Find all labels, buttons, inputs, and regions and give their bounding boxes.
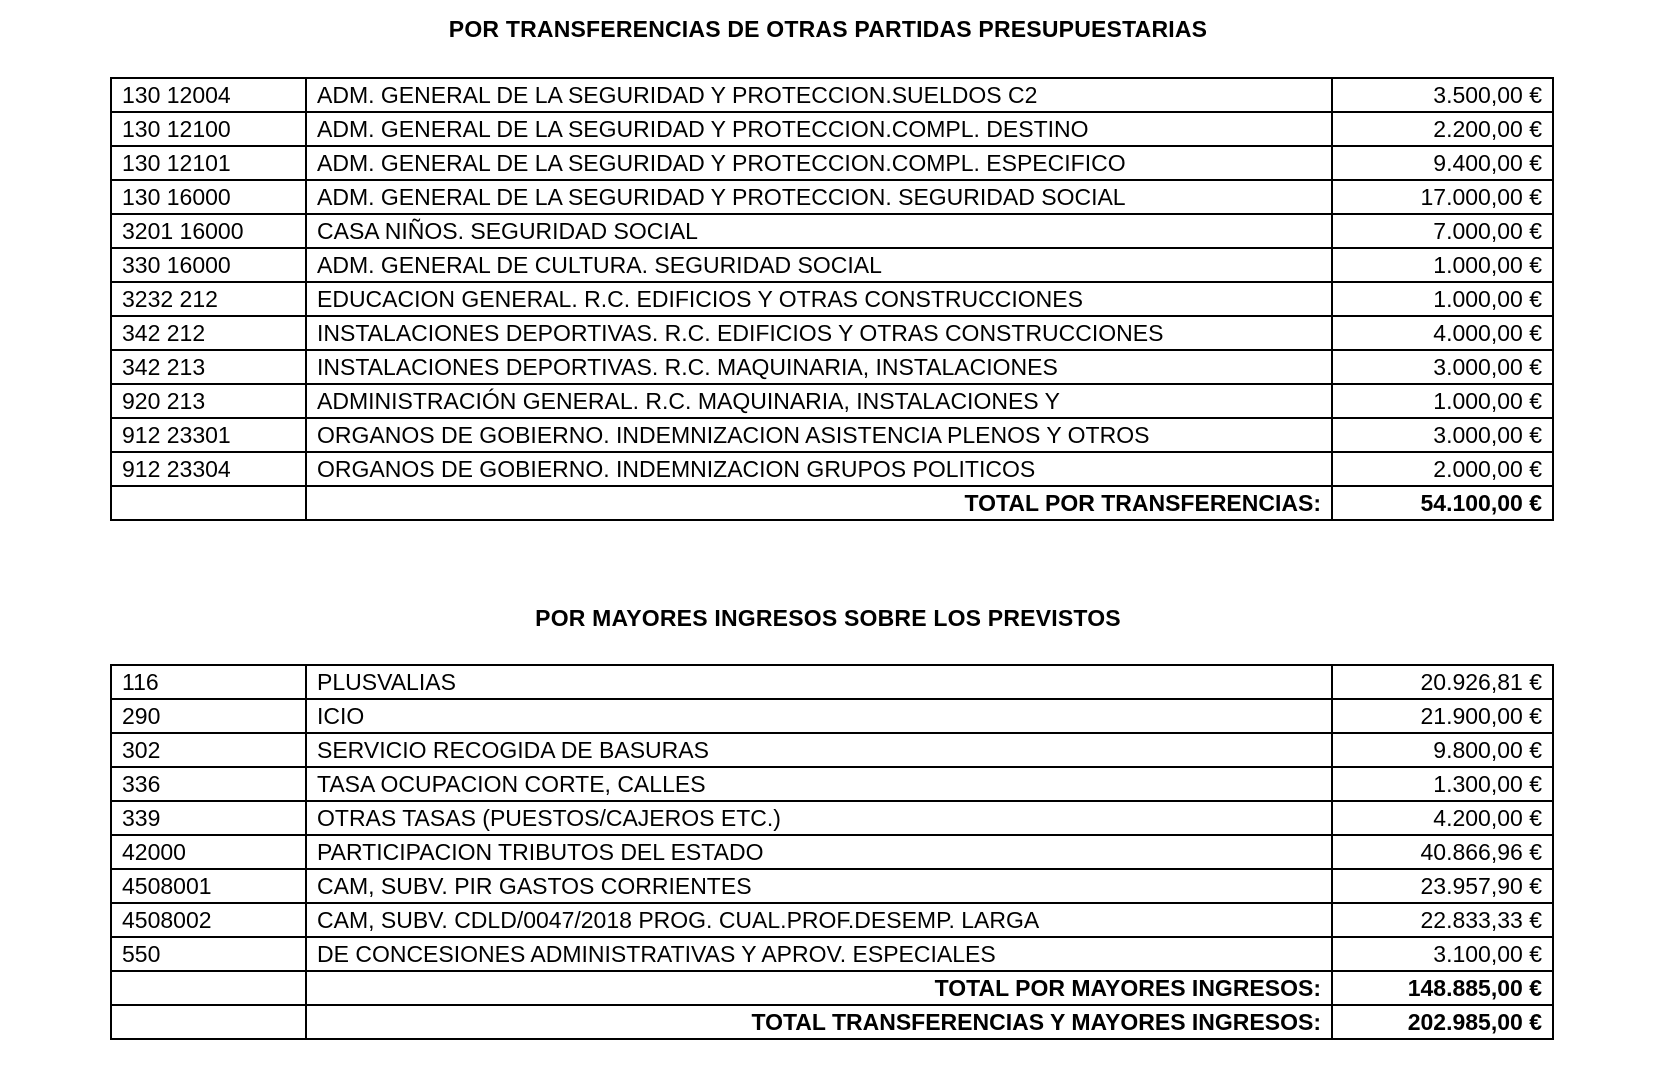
table-row (111, 665, 1553, 699)
budget-description-cell: CAM, SUBV. PIR GASTOS CORRIENTES (306, 869, 1332, 903)
budget-description-cell: ORGANOS DE GOBIERNO. INDEMNIZACION ASISTENCIA PLENOS Y OTROS (306, 418, 1332, 452)
budget-code-cell: 920 213 (111, 384, 306, 418)
income-total-amount: 148.885,00 € (1332, 971, 1553, 1005)
table-row (111, 78, 1553, 112)
budget-description-cell: PLUSVALIAS (306, 665, 1332, 699)
budget-code-cell: 912 23304 (111, 452, 306, 486)
budget-code-cell: 342 212 (111, 316, 306, 350)
total-code-cell (111, 1005, 306, 1039)
income-section-title: POR MAYORES INGRESOS SOBRE LOS PREVISTOS (535, 605, 1121, 631)
budget-amount-cell: 4.000,00 € (1332, 316, 1553, 350)
budget-description-cell: CASA NIÑOS. SEGURIDAD SOCIAL (306, 214, 1332, 248)
table-row (111, 418, 1553, 452)
table-row (111, 180, 1553, 214)
income-total-row (111, 971, 1553, 1005)
transfers-table-body (111, 78, 1553, 520)
budget-code-cell: 130 12101 (111, 146, 306, 180)
transfers-table (110, 77, 1554, 521)
transfers-total-row (111, 486, 1553, 520)
budget-code-cell: 3201 16000 (111, 214, 306, 248)
budget-description-cell: OTRAS TASAS (PUESTOS/CAJEROS ETC.) (306, 801, 1332, 835)
income-table-body (111, 665, 1553, 1039)
budget-amount-cell: 9.800,00 € (1332, 733, 1553, 767)
budget-amount-cell: 1.000,00 € (1332, 248, 1553, 282)
total-code-cell (111, 971, 306, 1005)
table-row (111, 869, 1553, 903)
budget-code-cell: 290 (111, 699, 306, 733)
budget-code-cell: 4508002 (111, 903, 306, 937)
table-row (111, 316, 1553, 350)
budget-code-cell: 42000 (111, 835, 306, 869)
table-row (111, 801, 1553, 835)
budget-description-cell: ADM. GENERAL DE LA SEGURIDAD Y PROTECCION.SUELDOS C2 (306, 78, 1332, 112)
budget-description-cell: INSTALACIONES DEPORTIVAS. R.C. MAQUINARIA, INSTALACIONES (306, 350, 1332, 384)
budget-code-cell: 3232 212 (111, 282, 306, 316)
table-row (111, 903, 1553, 937)
budget-amount-cell: 23.957,90 € (1332, 869, 1553, 903)
budget-code-cell: 4508001 (111, 869, 306, 903)
table-row (111, 384, 1553, 418)
budget-description-cell: ICIO (306, 699, 1332, 733)
budget-amount-cell: 2.000,00 € (1332, 452, 1553, 486)
table-row (111, 214, 1553, 248)
budget-description-cell: ADM. GENERAL DE LA SEGURIDAD Y PROTECCION.COMPL. ESPECIFICO (306, 146, 1332, 180)
budget-amount-cell: 2.200,00 € (1332, 112, 1553, 146)
budget-code-cell: 330 16000 (111, 248, 306, 282)
budget-amount-cell: 4.200,00 € (1332, 801, 1553, 835)
table-row (111, 733, 1553, 767)
income-table (110, 664, 1554, 1040)
budget-code-cell: 342 213 (111, 350, 306, 384)
budget-amount-cell: 7.000,00 € (1332, 214, 1553, 248)
table-row (111, 699, 1553, 733)
budget-amount-cell: 40.866,96 € (1332, 835, 1553, 869)
budget-amount-cell: 22.833,33 € (1332, 903, 1553, 937)
budget-description-cell: ADMINISTRACIÓN GENERAL. R.C. MAQUINARIA, INSTALACIONES Y (306, 384, 1332, 418)
budget-amount-cell: 1.300,00 € (1332, 767, 1553, 801)
grand-total-amount: 202.985,00 € (1332, 1005, 1553, 1039)
budget-amount-cell: 21.900,00 € (1332, 699, 1553, 733)
budget-description-cell: ADM. GENERAL DE LA SEGURIDAD Y PROTECCION. SEGURIDAD SOCIAL (306, 180, 1332, 214)
table-row (111, 350, 1553, 384)
budget-description-cell: SERVICIO RECOGIDA DE BASURAS (306, 733, 1332, 767)
table-row (111, 146, 1553, 180)
table-row (111, 767, 1553, 801)
budget-amount-cell: 3.100,00 € (1332, 937, 1553, 971)
budget-description-cell: PARTICIPACION TRIBUTOS DEL ESTADO (306, 835, 1332, 869)
budget-code-cell: 912 23301 (111, 418, 306, 452)
transfers-section-title: POR TRANSFERENCIAS DE OTRAS PARTIDAS PRESUPUESTARIAS (448, 16, 1208, 42)
total-code-cell (111, 486, 306, 520)
grand-total-row (111, 1005, 1553, 1039)
budget-description-cell: INSTALACIONES DEPORTIVAS. R.C. EDIFICIOS Y OTRAS CONSTRUCCIONES (306, 316, 1332, 350)
budget-amount-cell: 3.500,00 € (1332, 78, 1553, 112)
income-total-label: TOTAL POR MAYORES INGRESOS: (306, 971, 1332, 1005)
budget-description-cell: TASA OCUPACION CORTE, CALLES (306, 767, 1332, 801)
budget-code-cell: 130 16000 (111, 180, 306, 214)
table-row (111, 248, 1553, 282)
budget-code-cell: 130 12100 (111, 112, 306, 146)
transfers-total-label: TOTAL POR TRANSFERENCIAS: (306, 486, 1332, 520)
grand-total-label: TOTAL TRANSFERENCIAS Y MAYORES INGRESOS: (306, 1005, 1332, 1039)
budget-amount-cell: 1.000,00 € (1332, 282, 1553, 316)
budget-amount-cell: 1.000,00 € (1332, 384, 1553, 418)
transfers-total-amount: 54.100,00 € (1332, 486, 1553, 520)
budget-code-cell: 550 (111, 937, 306, 971)
table-row (111, 937, 1553, 971)
budget-description-cell: EDUCACION GENERAL. R.C. EDIFICIOS Y OTRAS CONSTRUCCIONES (306, 282, 1332, 316)
budget-code-cell: 302 (111, 733, 306, 767)
budget-description-cell: DE CONCESIONES ADMINISTRATIVAS Y APROV. ESPECIALES (306, 937, 1332, 971)
budget-amount-cell: 17.000,00 € (1332, 180, 1553, 214)
budget-description-cell: ADM. GENERAL DE LA SEGURIDAD Y PROTECCION.COMPL. DESTINO (306, 112, 1332, 146)
budget-description-cell: ORGANOS DE GOBIERNO. INDEMNIZACION GRUPOS POLITICOS (306, 452, 1332, 486)
budget-description-cell: ADM. GENERAL DE CULTURA. SEGURIDAD SOCIAL (306, 248, 1332, 282)
budget-amount-cell: 20.926,81 € (1332, 665, 1553, 699)
budget-amount-cell: 3.000,00 € (1332, 350, 1553, 384)
table-row (111, 112, 1553, 146)
table-row (111, 452, 1553, 486)
budget-code-cell: 336 (111, 767, 306, 801)
budget-code-cell: 339 (111, 801, 306, 835)
budget-amount-cell: 3.000,00 € (1332, 418, 1553, 452)
budget-code-cell: 130 12004 (111, 78, 306, 112)
budget-code-cell: 116 (111, 665, 306, 699)
table-row (111, 282, 1553, 316)
budget-amount-cell: 9.400,00 € (1332, 146, 1553, 180)
budget-description-cell: CAM, SUBV. CDLD/0047/2018 PROG. CUAL.PROF.DESEMP. LARGA (306, 903, 1332, 937)
table-row (111, 835, 1553, 869)
